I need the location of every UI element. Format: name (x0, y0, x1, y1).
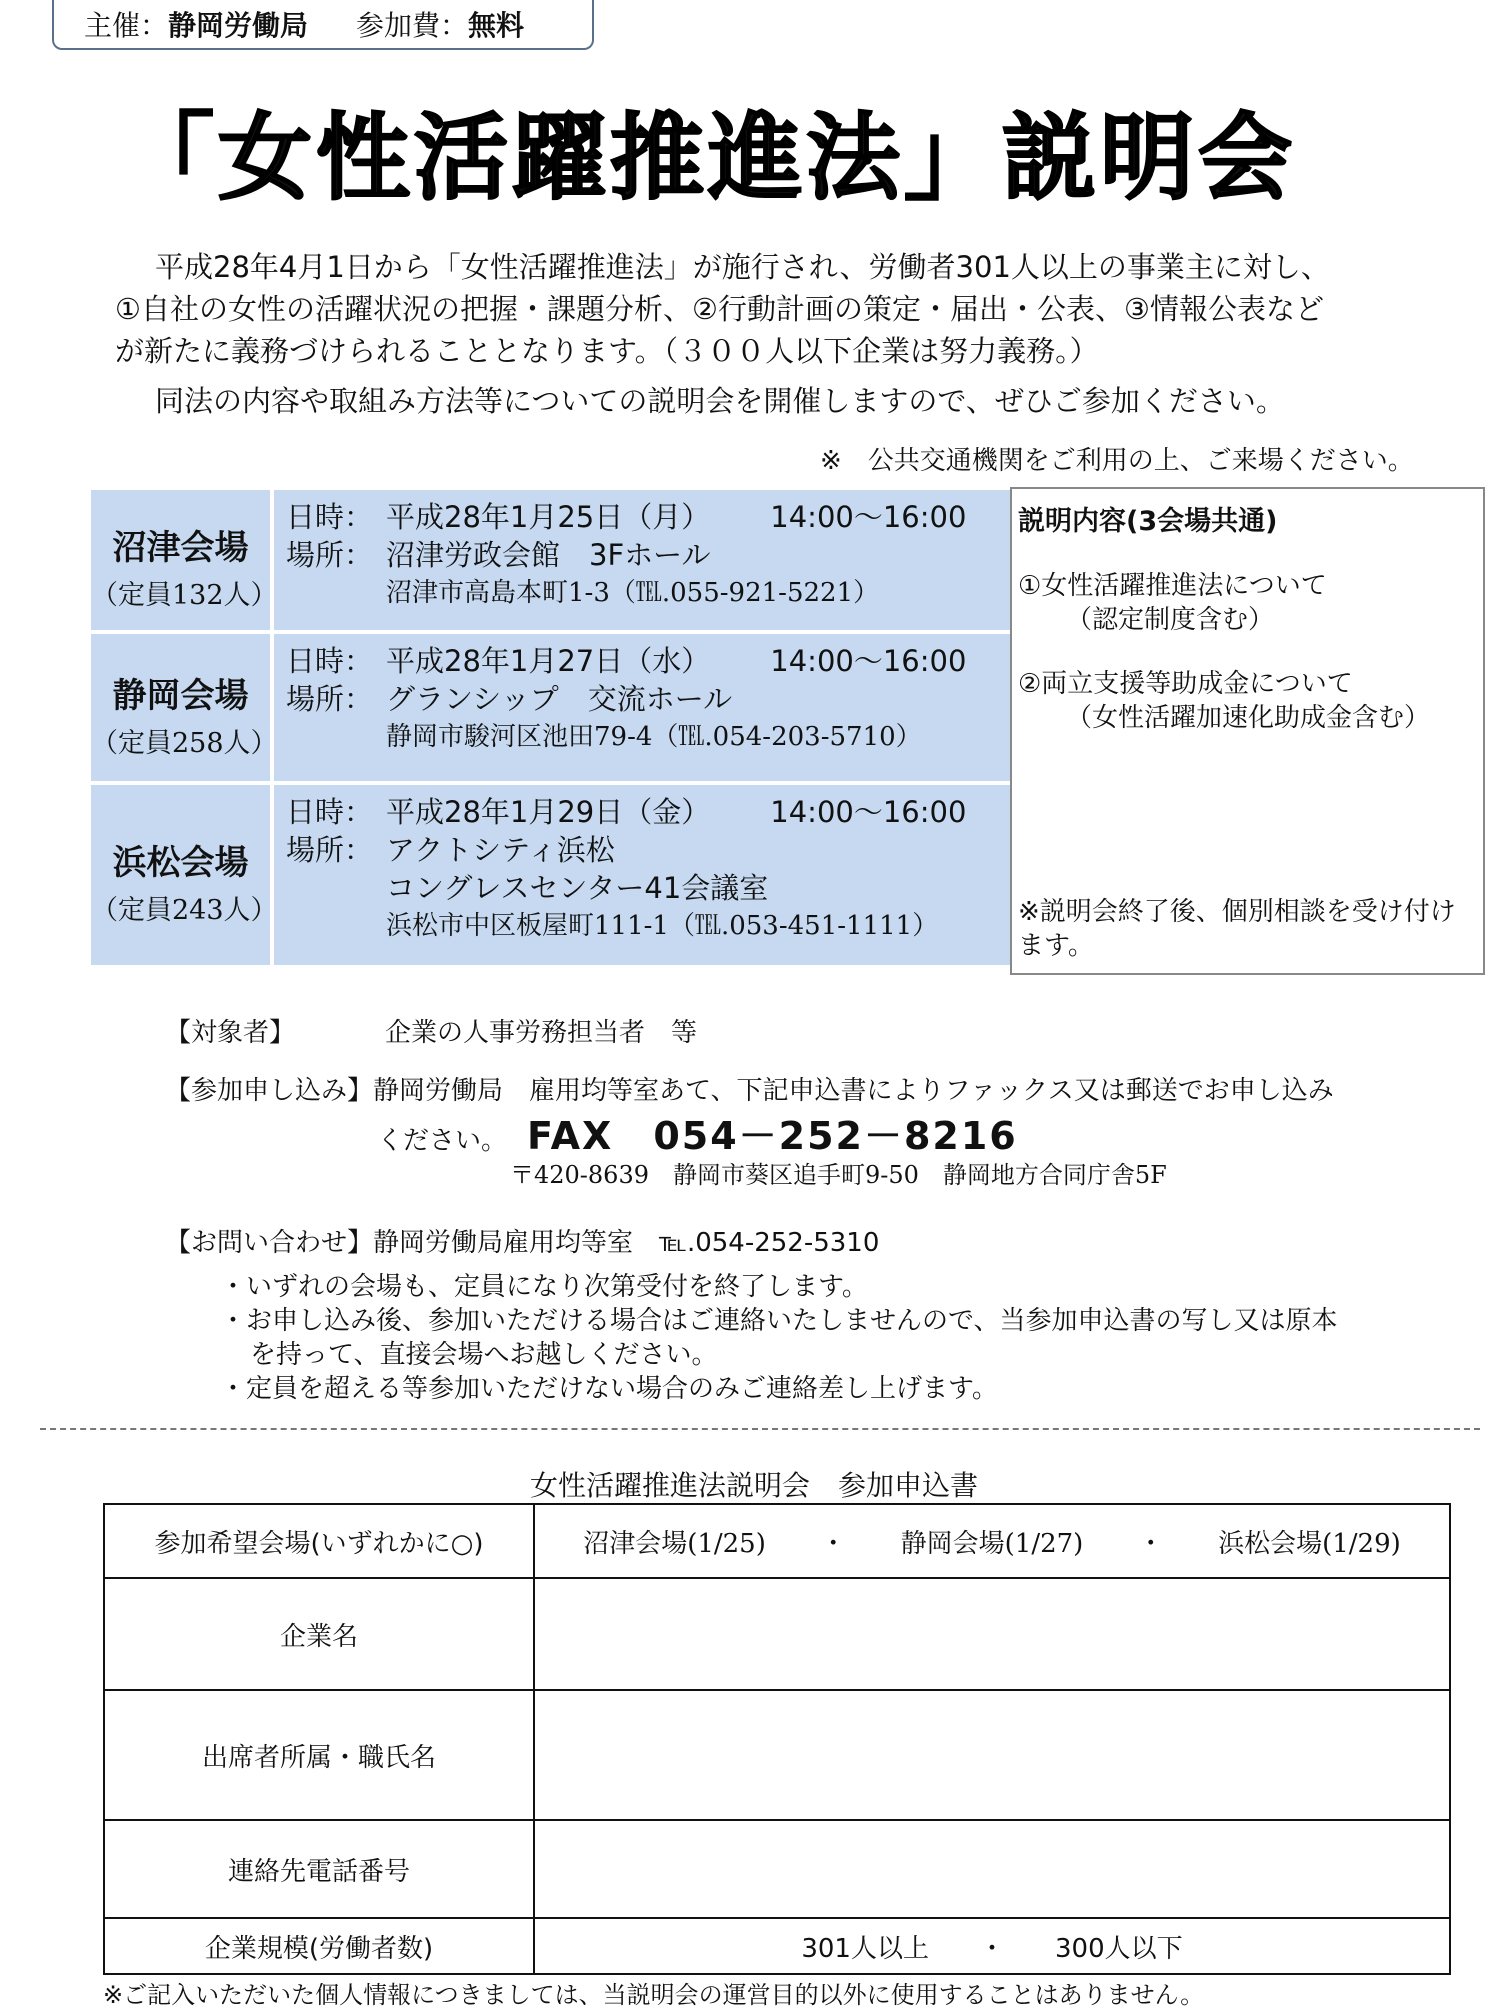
date-label: 日時： (286, 795, 374, 829)
date-label: 日時： (286, 500, 374, 534)
note-item: ・お申し込み後、参加いただける場合はご連絡いたしませんので、当参加申込書の写し又は原本 (220, 1306, 1338, 1336)
phone-label: 連絡先電話番号 (104, 1820, 534, 1918)
intro-line: 平成28年4月1日から「女性活躍推進法」が施行され、労働者301人以上の事業主に対し、 (155, 250, 1330, 284)
venue-row (91, 634, 1010, 785)
separator: ・ (820, 1528, 847, 1559)
venue-option[interactable]: 浜松会場(1/29) (1218, 1528, 1401, 1559)
fax-line (377, 1105, 1018, 1160)
venue-choice-label: 参加希望会場(いずれかに○) (104, 1504, 534, 1578)
contents-title: 説明内容(3会場共通) (1018, 506, 1278, 537)
attendee-field[interactable] (534, 1690, 1450, 1820)
apply-value: 静岡労働局 雇用均等室あて、下記申込書によりファックス又は郵送でお申し込み (373, 1076, 1334, 1106)
consult-note: ※説明会終了後、個別相談を受け付けます。 (1018, 897, 1456, 961)
note-item: ・いずれの会場も、定員になり次第受付を終了します。 (220, 1272, 868, 1302)
venue-row (91, 785, 1010, 965)
note-item: ・定員を超える等参加いただけない場合のみご連絡差し上げます。 (220, 1374, 998, 1404)
venue-row (91, 490, 1010, 634)
separator: ・ (1137, 1528, 1164, 1559)
venue-place: 沼津労政会館 3Fホール (386, 538, 711, 572)
fax-number: FAX 054－252－8216 (527, 1114, 1018, 1158)
page-title: 「女性活躍推進法」説明会 (120, 104, 1297, 213)
inquiry-line (165, 1222, 879, 1259)
venue-name-cell (91, 490, 278, 630)
venue-option[interactable]: 沼津会場(1/25) (583, 1528, 766, 1559)
apply-label: 【参加申し込み】 (165, 1076, 374, 1106)
form-row (104, 1918, 1450, 1974)
place-label: 場所： (286, 538, 374, 572)
contents-box (1010, 487, 1485, 975)
venue-choice-field[interactable] (534, 1504, 1450, 1578)
place-label: 場所： (286, 682, 374, 716)
sponsor: 主催：静岡労働局 (84, 9, 309, 42)
fee: 参加費：無料 (356, 9, 525, 42)
company-name-label: 企業名 (104, 1578, 534, 1690)
venue-info (274, 634, 1010, 781)
venue-time: 14:00～16:00 (770, 795, 967, 829)
notes-list (220, 1270, 1337, 1406)
intro-text (115, 246, 1445, 422)
attendee-label: 出席者所属・職氏名 (104, 1690, 534, 1820)
venue-option[interactable]: 静岡会場(1/27) (900, 1528, 1084, 1559)
date-label: 日時： (286, 644, 374, 678)
target-label: 【対象者】 (165, 1018, 296, 1048)
apply-value-cont: ください。 (377, 1126, 508, 1156)
privacy-note: ※ご記入いただいた個人情報につきましては、当説明会の運営目的以外に使用することはありません。 (103, 1981, 1205, 2009)
size-option[interactable]: 301人以上 (801, 1933, 929, 1964)
company-name-field[interactable] (534, 1578, 1450, 1690)
organizer-tag (52, 0, 594, 50)
transport-note: ※ 公共交通機関をご利用の上、ご来場ください。 (820, 446, 1414, 476)
venue-capacity: （定員243人） (91, 895, 278, 926)
application-form (103, 1503, 1451, 1975)
phone-field[interactable] (534, 1820, 1450, 1918)
venue-name-cell (91, 785, 278, 965)
venue-name-cell (91, 634, 278, 781)
intro-line: ①自社の女性の活躍状況の把握・課題分析、②行動計画の策定・届出・公表、③情報公表など (115, 292, 1324, 326)
venue-info (274, 490, 1010, 630)
inquiry-label: 【お問い合わせ】 (165, 1228, 374, 1258)
target-line (165, 1012, 697, 1049)
venue-time: 14:00～16:00 (770, 500, 967, 534)
venue-address: 浜松市中区板屋町111-1（℡.053-451-1111） (386, 911, 939, 941)
venue-place-line2: コングレスセンター41会議室 (386, 871, 769, 905)
form-title: 女性活躍推進法説明会 参加申込書 (530, 1469, 979, 1502)
contents-item-sub: （女性活躍加速化助成金含む） (1066, 703, 1431, 733)
venue-date: 平成28年1月27日（水） (386, 644, 711, 678)
postal-address: 〒420-8639 静岡市葵区追手町9-50 静岡地方合同庁舎5F (510, 1161, 1167, 1189)
venue-capacity: （定員258人） (91, 727, 278, 759)
venue-place: アクトシティ浜松 (386, 833, 615, 867)
venue-address: 静岡市駿河区池田79-4（℡.054-203-5710） (386, 722, 922, 752)
venue-name: 浜松会場 (112, 843, 249, 883)
contents-item-sub: （認定制度含む） (1066, 605, 1275, 635)
venue-table (91, 490, 1010, 965)
venue-name: 静岡会場 (112, 675, 249, 716)
inquiry-value: 静岡労働局雇用均等室 ℡.054-252-5310 (373, 1228, 880, 1258)
cut-line (40, 1428, 1480, 1430)
size-option[interactable]: 300人以下 (1055, 1933, 1183, 1964)
form-row (104, 1820, 1450, 1918)
intro-line: 同法の内容や取組み方法等についての説明会を開催しますので、ぜひご参加ください。 (155, 384, 1285, 418)
apply-line (165, 1070, 1334, 1107)
venue-date: 平成28年1月25日（月） (386, 500, 711, 534)
contents-item: ①女性活躍推進法について (1018, 571, 1327, 601)
target-value: 企業の人事労務担当者 等 (385, 1018, 698, 1048)
note-item-cont: を持って、直接会場へお越しください。 (250, 1340, 718, 1370)
form-row (104, 1504, 1450, 1578)
venue-info (274, 785, 1010, 965)
venue-name: 沼津会場 (112, 528, 249, 568)
company-size-label: 企業規模(労働者数) (104, 1918, 534, 1974)
venue-place: グランシップ 交流ホール (386, 682, 733, 716)
company-size-field[interactable] (534, 1918, 1450, 1974)
separator: ・ (978, 1933, 1005, 1964)
form-row (104, 1578, 1450, 1690)
venue-time: 14:00～16:00 (770, 644, 967, 678)
venue-capacity: （定員132人） (91, 580, 278, 611)
place-label: 場所： (286, 833, 374, 867)
venue-address: 沼津市高島本町1-3（℡.055-921-5221） (386, 578, 880, 608)
form-row (104, 1690, 1450, 1820)
venue-date: 平成28年1月29日（金） (386, 795, 711, 829)
intro-line: が新たに義務づけられることとなります。（３００人以下企業は努力義務。） (115, 334, 1099, 368)
contents-item: ②両立支援等助成金について (1018, 669, 1353, 699)
